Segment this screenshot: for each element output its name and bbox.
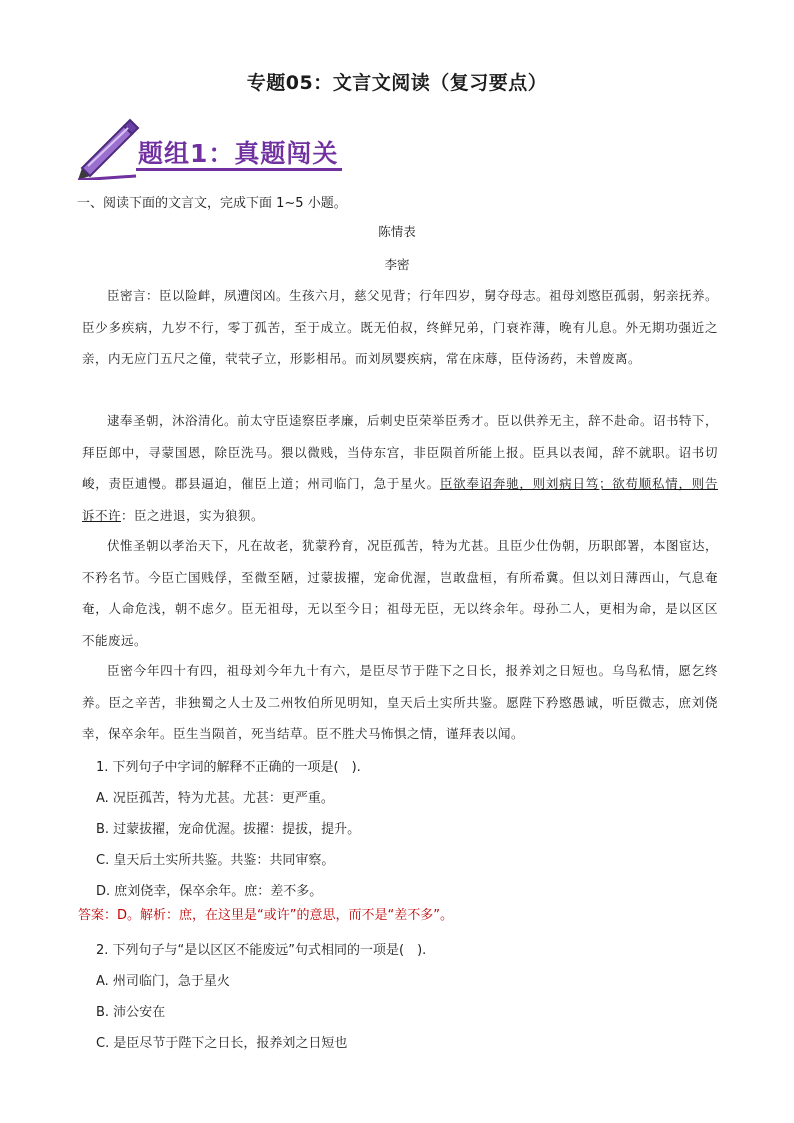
question-2-option-a: A. 州司临门，急于星火 (96, 974, 230, 989)
question-1-answer: 答案：D。解析：庶，在这里是“或许”的意思，而不是“差不多”。 (78, 908, 453, 923)
paragraph-2-tail: ：臣之进退，实为狼狈。 (121, 507, 265, 523)
page-title: 专题05：文言文阅读（复习要点） (246, 72, 548, 94)
underlined-sentence: 臣欲奉诏奔驰，则刘病日笃；欲苟顺私情，则告诉不许 (82, 476, 718, 523)
question-2-stem: 2. 下列句子与“是以区区不能废远”句式相同的一项是( ). (96, 943, 427, 958)
passage-paragraph-1: 臣密言：臣以险衅，夙遭闵凶。生孩六月，慈父见背；行年四岁，舅夺母志。祖母刘愍臣孤弱，躬亲抚养。臣少多疾病，九岁不行，零丁孤苦，至于成立。既无伯叔，终鲜兄弟，门衰祚薄，晚有儿息。外无期功强近之亲，内无应门五尺之僮，茕茕孑立，形影相吊。而刘夙婴疾病，常在床蓐，臣侍汤药，未曾废离。 (82, 288, 719, 366)
section-banner-title: 题组1：真题闯关 (138, 139, 339, 168)
question-1-option-a: A. 况臣孤苦，特为尤甚。尤甚：更严重。 (96, 791, 334, 806)
question-1-stem: 1. 下列句子中字词的解释不正确的一项是( ). (96, 760, 361, 775)
passage-title: 陈情表 (378, 224, 416, 239)
question-2-option-c: C. 是臣尽节于陛下之日长，报养刘之日短也 (96, 1036, 348, 1051)
reading-instruction: 一、阅读下面的文言文，完成下面 1~5 小题。 (77, 196, 347, 211)
passage-author: 李密 (384, 257, 410, 272)
passage-paragraph-3: 伏惟圣朝以孝治天下，凡在故老，犹蒙矜育，况臣孤苦，特为尤甚。且臣少仕伪朝，历职郎署，本图宦达，不矜名节。今臣亡国贱俘，至微至陋，过蒙拔擢，宠命优渥，岂敢盘桓，有所希冀。但以刘日薄西山，气息奄奄，人命危浅，朝不虑夕。臣无祖母，无以至今日；祖母无臣，无以终余年。母孙二人，更相为命，是以区区不能废远。 (82, 538, 719, 648)
question-2-option-b: B. 沛公安在 (96, 1005, 166, 1020)
question-1-option-c: C. 皇天后土实所共鉴。共鉴：共同审察。 (96, 853, 335, 868)
banner-underline (136, 168, 342, 171)
question-1-option-d: D. 庶刘侥幸，保卒余年。庶：差不多。 (96, 884, 323, 899)
passage-paragraph-2 (82, 405, 718, 531)
passage-paragraph-4: 臣密今年四十有四，祖母刘今年九十有六，是臣尽节于陛下之日长，报养刘之日短也。乌鸟私情，愿乞终养。臣之辛苦，非独蜀之人士及二州牧伯所见明知，皇天后土实所共鉴。愿陛下矜愍愚诚，听臣微志，庶刘侥幸，保卒余年。臣生当陨首，死当结草。臣不胜犬马怖惧之情，谨拜表以闻。 (82, 663, 718, 741)
paragraph-2-text: 逮奉圣朝，沐浴清化。前太守臣逵察臣孝廉，后刺史臣荣举臣秀才。臣以供养无主，辞不赴命。诏书特下，拜臣郎中，寻蒙国恩，除臣洗马。猥以微贱，当侍东宫，非臣陨首所能上报。臣具以表闻，辞不就职。诏书切峻，责臣逋慢。郡县逼迫，催臣上道；州司临门，急于星火。 (82, 413, 719, 491)
question-1-option-b: B. 过蒙拔擢，宠命优渥。拔擢：提拔，提升。 (96, 822, 361, 837)
